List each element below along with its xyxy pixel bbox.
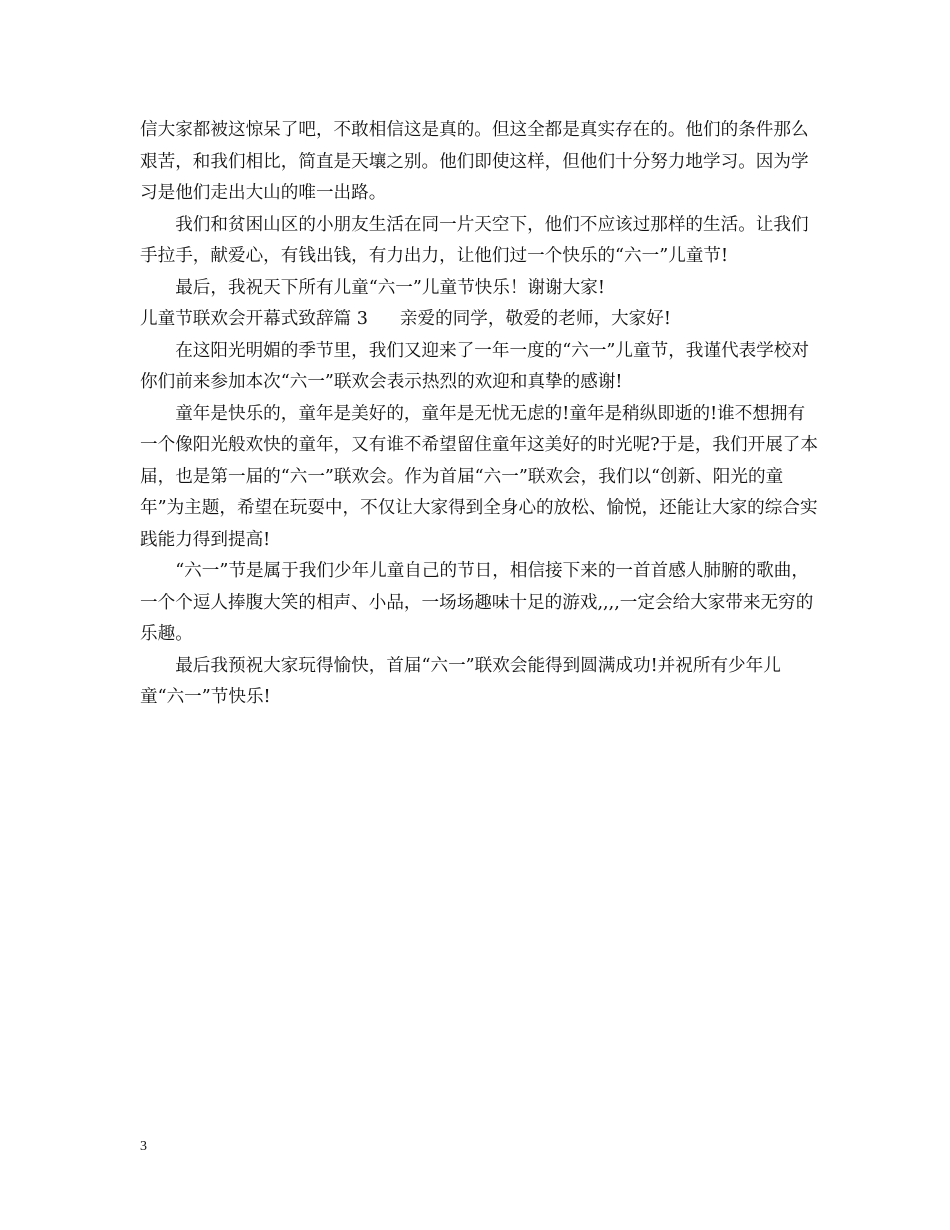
paragraph-help-poor-children: 我们和贫困山区的小朋友生活在同一片天空下，他们不应该过那样的生活。让我们手拉手，献爱心，有钱出钱，有力出力，让他们过一个快乐的“六一”儿童节! <box>140 214 809 266</box>
paragraph-final-wishes: 最后我预祝大家玩得愉快，首届“六一”联欢会能得到圆满成功!并祝所有少年儿童“六一”节快乐! <box>140 655 781 707</box>
paragraph-continuation: 信大家都被这惊呆了吧，不敢相信这是真的。但这全都是真实存在的。他们的条件那么艰苦，和我们相比，简直是天壤之别。他们即使这样，但他们十分努力地学习。因为学习是他们走出大山的唯一出路。 <box>140 120 809 203</box>
document-body <box>140 115 820 714</box>
paragraph-program: “六一”节是属于我们少年儿童自己的节日，相信接下来的一首首感人肺腑的歌曲，一个个逗人捧腹大笑的相声、小品，一场场趣味十足的游戏,,,,一定会给大家带来无穷的乐趣。 <box>140 561 814 644</box>
section-title: 儿童节联欢会开幕式致辞篇 3 <box>140 309 368 329</box>
paragraph-childhood: 童年是快乐的，童年是美好的，童年是无忧无虑的!童年是稍纵即逝的!谁不想拥有一个像阳光般欢快的童年，又有谁不希望留住童年这美好的时光呢?于是，我们开展了本届，也是第一届的“六一”联欢会。作为首届“六一”联欢会，我们以“创新、阳光的童年”为主题，希望在玩耍中，不仅让大家得到全身心的放松、愉悦，还能让大家的综合实践能力得到提高! <box>140 403 818 550</box>
section-heading-line <box>140 304 820 336</box>
paragraph-closing-wishes: 最后，我祝天下所有儿童“六一”儿童节快乐！谢谢大家! <box>175 277 605 298</box>
paragraph-welcome: 在这阳光明媚的季节里，我们又迎来了一年一度的“六一”儿童节，我谨代表学校对你们前来参加本次“六一”联欢会表示热烈的欢迎和真挚的感谢! <box>140 340 809 392</box>
page-number: 3 <box>140 1139 147 1154</box>
section-greeting: 亲爱的同学，敬爱的老师，大家好! <box>399 309 671 329</box>
